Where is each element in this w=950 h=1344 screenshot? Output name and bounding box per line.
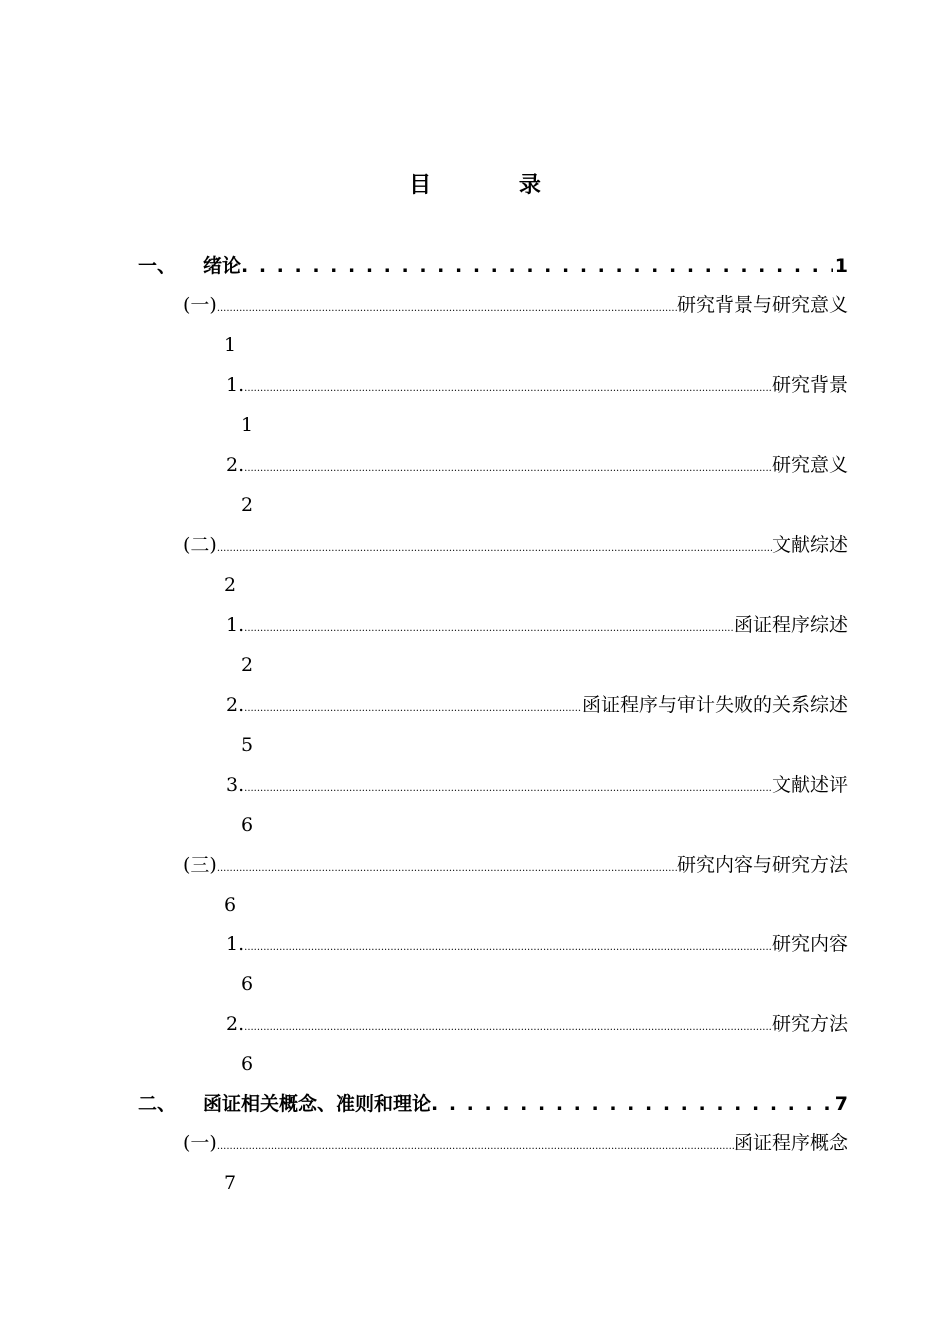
toc-label: 文献综述 (771, 534, 848, 556)
toc-label: 函证程序综述 (733, 614, 848, 636)
toc-page: 5 (241, 734, 254, 756)
dot-leader (244, 615, 734, 643)
toc-page: 6 (241, 1053, 254, 1075)
toc-page: 6 (224, 894, 237, 916)
dot-leader (217, 1133, 734, 1161)
toc-page: 1 (834, 255, 848, 277)
toc-number: 2. (226, 694, 245, 716)
toc-label: 研究方法 (771, 1013, 848, 1035)
toc-page: 7 (224, 1172, 237, 1194)
dot-leader (244, 695, 582, 723)
toc-number: 1. (226, 614, 245, 636)
dot-leader (244, 934, 772, 962)
toc-subsection[interactable] (0, 371, 950, 399)
toc-number: 二、 (138, 1093, 177, 1115)
toc-page: 6 (241, 973, 254, 995)
toc-number: (一) (183, 1132, 217, 1154)
toc-page: 6 (241, 814, 254, 836)
dot-leader (244, 455, 772, 483)
toc-number: 2. (226, 1013, 245, 1035)
toc-number: 一、 (138, 255, 177, 277)
toc-section[interactable] (0, 291, 950, 319)
dot-leader (241, 252, 833, 280)
toc-page: 2 (241, 654, 254, 676)
toc-chapter-2[interactable] (0, 1090, 950, 1118)
toc-label: 研究意义 (771, 454, 848, 476)
dot-leader (217, 855, 677, 883)
dot-leader (217, 535, 772, 563)
toc-number: (二) (183, 534, 217, 556)
toc-section[interactable] (0, 851, 950, 879)
toc-page: 7 (834, 1093, 848, 1115)
dot-leader (431, 1090, 833, 1118)
toc-label: 研究背景 (771, 374, 848, 396)
toc-page: 2 (241, 494, 254, 516)
toc-subsection[interactable] (0, 451, 950, 479)
toc-label: 文献述评 (771, 774, 848, 796)
toc-page: 1 (224, 334, 237, 356)
toc-number: (三) (183, 854, 217, 876)
toc-section[interactable] (0, 531, 950, 559)
toc-number: 2. (226, 454, 245, 476)
toc-label: 函证程序与审计失败的关系综述 (581, 694, 848, 716)
toc-label: 绪论 (203, 255, 242, 277)
toc-label: 研究背景与研究意义 (676, 294, 848, 316)
dot-leader (244, 375, 772, 403)
toc-number: 3. (226, 774, 245, 796)
toc-section[interactable] (0, 1129, 950, 1157)
dot-leader (217, 295, 677, 323)
toc-label: 研究内容与研究方法 (676, 854, 848, 876)
toc-subsection[interactable] (0, 1010, 950, 1038)
toc-chapter-1[interactable] (0, 252, 950, 280)
page-title: 目 录 (409, 173, 581, 198)
toc-number: (一) (183, 294, 217, 316)
toc-subsection[interactable] (0, 930, 950, 958)
toc-number: 1. (226, 374, 245, 396)
toc-page: 1 (241, 414, 254, 436)
toc-number: 1. (226, 933, 245, 955)
toc-label: 函证相关概念、准则和理论 (203, 1093, 432, 1115)
toc-subsection[interactable] (0, 691, 950, 719)
toc-subsection[interactable] (0, 771, 950, 799)
toc-subsection[interactable] (0, 611, 950, 639)
dot-leader (244, 775, 772, 803)
toc-label: 研究内容 (771, 933, 848, 955)
toc-label: 函证程序概念 (733, 1132, 848, 1154)
toc-page: 2 (224, 574, 237, 596)
dot-leader (244, 1014, 772, 1042)
